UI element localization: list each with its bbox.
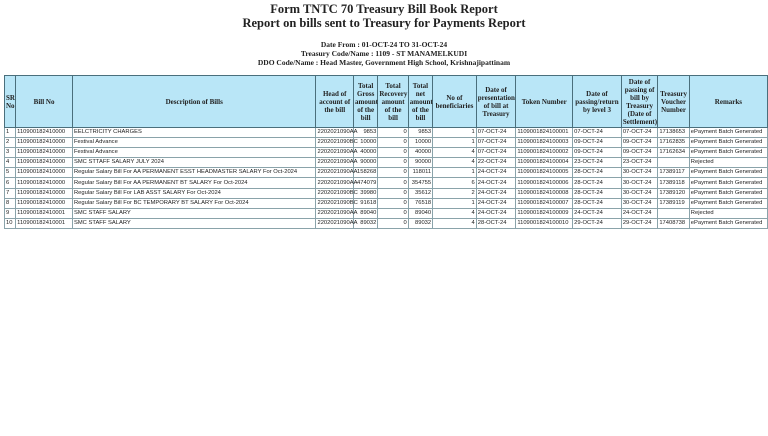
table-cell: 1109001824100006: [516, 178, 573, 188]
table-cell: 1: [5, 128, 16, 138]
table-cell: 2: [5, 138, 16, 148]
report-subtitle: Report on bills sent to Treasury for Payments Report: [242, 16, 526, 30]
column-header: Description of Bills: [72, 76, 316, 128]
table-cell: 1109001824100001: [516, 128, 573, 138]
table-cell: 1109001824100002: [516, 148, 573, 158]
column-header: Total net amount of the bill: [408, 76, 432, 128]
table-cell: 4: [5, 158, 16, 168]
table-cell: SMC STTAFF SALARY JULY 2024: [72, 158, 316, 168]
table-cell: 09-OCT-24: [573, 148, 622, 158]
column-header: Remarks: [689, 76, 767, 128]
table-cell: ePayment Batch Generated: [689, 188, 767, 198]
table-cell: 17162835: [658, 138, 689, 148]
table-cell: 24-OCT-24: [621, 208, 658, 218]
table-cell: 10000: [408, 138, 432, 148]
table-row: [5, 128, 768, 138]
table-cell: 4: [433, 158, 477, 168]
table-cell: 1109001824100010: [516, 218, 573, 228]
table-cell: 354755: [408, 178, 432, 188]
table-cell: 118011: [408, 168, 432, 178]
table-cell: 2202021090BC: [316, 138, 354, 148]
table-cell: 4: [433, 148, 477, 158]
table-cell: 158268: [354, 168, 378, 178]
table-cell: 30-OCT-24: [621, 168, 658, 178]
table-cell: 0: [378, 138, 408, 148]
table-cell: 29-OCT-24: [621, 218, 658, 228]
table-cell: 2: [433, 188, 477, 198]
table-cell: 89040: [354, 208, 378, 218]
table-cell: 110900182410000: [16, 158, 73, 168]
table-row: [5, 138, 768, 148]
table-cell: 0: [378, 208, 408, 218]
treasury-name: Treasury Code/Name : 1109 - ST MANAMELKUDI: [300, 49, 468, 58]
table-cell: Festival Advance: [72, 148, 316, 158]
table-cell: SMC STAFF SALARY: [72, 218, 316, 228]
table-cell: 07-OCT-24: [476, 148, 516, 158]
table-cell: 24-OCT-24: [476, 208, 516, 218]
table-cell: 0: [378, 218, 408, 228]
column-header: Date of passing of bill by Treasury (Date of Settlement): [622, 77, 658, 126]
table-cell: 0: [378, 168, 408, 178]
table-row: [5, 158, 768, 168]
bill-book-table: [4, 75, 768, 229]
column-header: Date of presentation of bill at Treasury: [476, 76, 516, 128]
table-cell: ePayment Batch Generated: [689, 138, 767, 148]
table-cell: 4: [433, 208, 477, 218]
table-cell: 24-OCT-24: [476, 168, 516, 178]
table-cell: 09-OCT-24: [621, 138, 658, 148]
table-cell: 90000: [354, 158, 378, 168]
table-cell: 17162634: [658, 148, 689, 158]
table-cell: 110900182410001: [16, 208, 73, 218]
table-cell: 110900182410001: [16, 218, 73, 228]
table-cell: 1109001824100008: [516, 188, 573, 198]
table-cell: 0: [378, 188, 408, 198]
table-cell: 6: [433, 178, 477, 188]
table-cell: 91618: [354, 198, 378, 208]
table-cell: 17138653: [658, 128, 689, 138]
table-row: [5, 208, 768, 218]
table-cell: 1109001824100009: [516, 208, 573, 218]
table-cell: 2202021090AA: [316, 178, 354, 188]
table-cell: 2202021090AA: [316, 128, 354, 138]
table-cell: 07-OCT-24: [573, 128, 622, 138]
table-row: [5, 148, 768, 158]
table-row: [5, 168, 768, 178]
table-cell: 1109001824100003: [516, 138, 573, 148]
table-cell: 10: [5, 218, 16, 228]
table-cell: 9853: [354, 128, 378, 138]
column-header: Token Number: [516, 76, 573, 128]
table-cell: 17408738: [658, 218, 689, 228]
table-cell: 07-OCT-24: [476, 138, 516, 148]
table-cell: 28-OCT-24: [476, 218, 516, 228]
table-cell: 110900182410000: [16, 188, 73, 198]
column-header: Date of passing/return by level 3: [573, 76, 622, 128]
table-cell: 1: [433, 198, 477, 208]
table-cell: 2202021090BC: [316, 188, 354, 198]
table-cell: 1109001824100004: [516, 158, 573, 168]
table-cell: 89040: [408, 208, 432, 218]
table-cell: 474079: [354, 178, 378, 188]
table-cell: 110900182410000: [16, 138, 73, 148]
table-cell: Festival Advance: [72, 138, 316, 148]
table-cell: 1: [433, 168, 477, 178]
table-cell: 24-OCT-24: [476, 188, 516, 198]
table-cell: 22-OCT-24: [476, 158, 516, 168]
table-cell: SMC STAFF SALARY: [72, 208, 316, 218]
table-cell: 29-OCT-24: [573, 218, 622, 228]
column-header: No of beneficiaries: [433, 76, 477, 128]
column-header: Head of account of the bill: [316, 76, 354, 128]
table-cell: 24-OCT-24: [573, 208, 622, 218]
table-row: [5, 198, 768, 208]
table-cell: 0: [378, 158, 408, 168]
table-cell: 23-OCT-24: [621, 158, 658, 168]
column-header: SR No: [5, 76, 16, 128]
table-cell: ePayment Batch Generated: [689, 168, 767, 178]
table-cell: 2202021090BC: [316, 198, 354, 208]
table-cell: 9853: [408, 128, 432, 138]
table-cell: Regular Salary Bill For AA PERMANENT ESST HEADMASTER SALARY For Oct-2024: [72, 168, 316, 178]
table-cell: 76518: [408, 198, 432, 208]
table-cell: 40000: [354, 148, 378, 158]
table-cell: 1: [433, 128, 477, 138]
table-cell: 28-OCT-24: [573, 178, 622, 188]
table-cell: 17389120: [658, 188, 689, 198]
table-cell: 35612: [408, 188, 432, 198]
table-cell: 4: [433, 218, 477, 228]
table-cell: 2202021090AA: [316, 148, 354, 158]
table-cell: 28-OCT-24: [573, 168, 622, 178]
column-header: Treasury Voucher Number: [658, 76, 689, 128]
table-cell: 07-OCT-24: [476, 128, 516, 138]
table-cell: Rejected: [689, 208, 767, 218]
table-cell: 39980: [354, 188, 378, 198]
table-cell: 23-OCT-24: [573, 158, 622, 168]
table-cell: 0: [378, 198, 408, 208]
table-body: [5, 128, 768, 229]
table-cell: 110900182410000: [16, 178, 73, 188]
table-cell: 2202021090AA: [316, 158, 354, 168]
table-cell: ePayment Batch Generated: [689, 218, 767, 228]
table-cell: EELCTRICITY CHARGES: [72, 128, 316, 138]
table-cell: 30-OCT-24: [621, 198, 658, 208]
report-header: [0, 2, 768, 67]
table-cell: 6: [5, 178, 16, 188]
table-cell: Regular Salary Bill For LAB ASST SALARY For Oct-2024: [72, 188, 316, 198]
table-cell: 28-OCT-24: [573, 198, 622, 208]
table-cell: ePayment Batch Generated: [689, 198, 767, 208]
table-cell: ePayment Batch Generated: [689, 148, 767, 158]
table-cell: 07-OCT-24: [621, 128, 658, 138]
table-cell: 30-OCT-24: [621, 188, 658, 198]
table-cell: 0: [378, 178, 408, 188]
table-cell: 1109001824100007: [516, 198, 573, 208]
date-range: Date From : 01-OCT-24 TO 31-OCT-24: [320, 40, 448, 49]
table-cell: 110900182410000: [16, 148, 73, 158]
table-cell: 30-OCT-24: [621, 178, 658, 188]
table-cell: Regular Salary Bill For BC TEMPORARY BT SALARY For Oct-2024: [72, 198, 316, 208]
table-cell: Regular Salary Bill For AA PERMANENT BT SALARY For Oct-2024: [72, 178, 316, 188]
table-cell: 8: [5, 198, 16, 208]
table-cell: 90000: [408, 158, 432, 168]
table-cell: 17389119: [658, 198, 689, 208]
table-cell: 2202021090AA: [316, 218, 354, 228]
table-row: [5, 218, 768, 228]
table-cell: 5: [5, 168, 16, 178]
report-title: Form TNTC 70 Treasury Bill Book Report: [270, 2, 498, 16]
table-cell: 9: [5, 208, 16, 218]
table-cell: 110900182410000: [16, 128, 73, 138]
table-cell: 24-OCT-24: [476, 198, 516, 208]
table-cell: 17389117: [658, 168, 689, 178]
table-cell: 89032: [408, 218, 432, 228]
table-cell: 09-OCT-24: [621, 148, 658, 158]
table-cell: 10000: [354, 138, 378, 148]
report-meta: [0, 40, 768, 67]
table-cell: 0: [378, 148, 408, 158]
table-row: [5, 178, 768, 188]
table-cell: 7: [5, 188, 16, 198]
column-header: Bill No: [16, 76, 73, 128]
table-cell: 0: [378, 128, 408, 138]
table-cell: ePayment Batch Generated: [689, 128, 767, 138]
table-cell: 3: [5, 148, 16, 158]
table-cell: 28-OCT-24: [573, 188, 622, 198]
table-header-row: [5, 76, 768, 128]
table-row: [5, 188, 768, 198]
table-cell: 1109001824100005: [516, 168, 573, 178]
ddo-name: DDO Code/Name : Head Master, Government High School, Krishnajipattinam: [257, 58, 511, 67]
table-cell: 2202021090AA: [316, 208, 354, 218]
table-cell: 110900182410000: [16, 198, 73, 208]
table-cell: 1: [433, 138, 477, 148]
table-cell: [658, 208, 689, 218]
table-cell: 09-OCT-24: [573, 138, 622, 148]
table-cell: 110900182410000: [16, 168, 73, 178]
column-header: Total Gross amount of the bill: [354, 76, 378, 128]
table-cell: 24-OCT-24: [476, 178, 516, 188]
table-cell: 17389118: [658, 178, 689, 188]
table-cell: 89032: [354, 218, 378, 228]
column-header: Total Recovery amount of the bill: [378, 76, 408, 128]
table-cell: 2202021090AA: [316, 168, 354, 178]
table-cell: 40000: [408, 148, 432, 158]
table-cell: Rejected: [689, 158, 767, 168]
table-cell: [658, 158, 689, 168]
table-cell: ePayment Batch Generated: [689, 178, 767, 188]
